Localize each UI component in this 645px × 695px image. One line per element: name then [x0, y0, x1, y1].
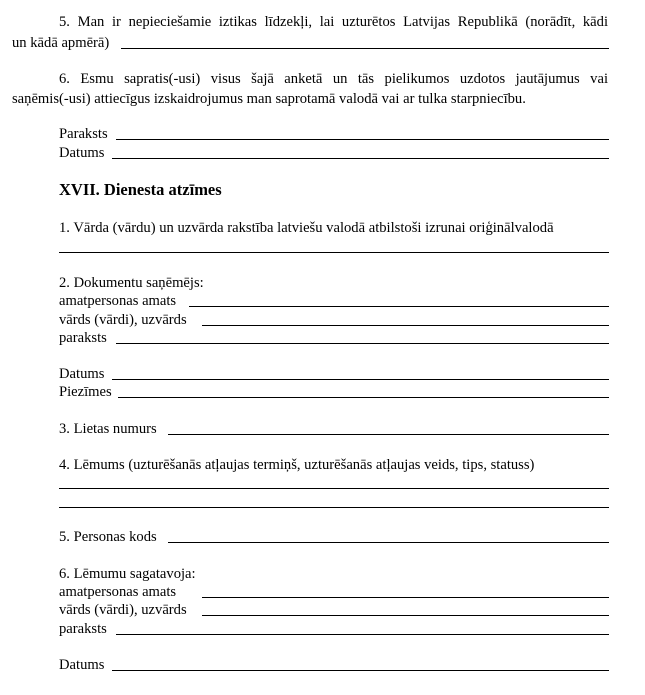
- q6-declaration-line2: saņēmis(-usi) attiecīgus izskaidrojumus man saprotamā valodā vai ar tulka starpniecību.: [12, 91, 526, 107]
- item2-notes-label: Piezīmes: [59, 384, 112, 400]
- item3-label: 3. Lietas numurs: [59, 421, 157, 437]
- item6-position-field[interactable]: [202, 597, 609, 598]
- item2-name-label: vārds (vārdi), uzvārds: [59, 312, 187, 328]
- item2-date-label: Datums: [59, 366, 105, 382]
- item2-position-label: amatpersonas amats: [59, 293, 177, 309]
- applicant-date-label: Datums: [59, 145, 105, 161]
- item3-field[interactable]: [168, 434, 609, 435]
- item6-name-field[interactable]: [202, 615, 609, 616]
- item4-field-line2[interactable]: [59, 507, 609, 508]
- item4-label: 4. Lēmums (uzturēšanās atļaujas termiņš, uzturēšanās atļaujas veids, tips, statuss): [59, 457, 535, 473]
- item6-name-label: vārds (vārdi), uzvārds: [59, 602, 187, 618]
- item6-position-label: amatpersonas amats: [59, 584, 177, 600]
- q6-declaration-line1: 6. Esmu sapratis(-usi) visus šajā anketā un tās pielikumos uzdotos jautājumus vai: [59, 71, 608, 87]
- item1-field[interactable]: [59, 252, 609, 253]
- applicant-signature-field[interactable]: [116, 139, 609, 140]
- item2-position-field[interactable]: [189, 306, 609, 307]
- item2-label: 2. Dokumentu saņēmējs:: [59, 275, 204, 291]
- item6-date-field[interactable]: [112, 670, 609, 671]
- q5-means-line1: 5. Man ir nepieciešamie iztikas līdzekļi, lai uzturētos Latvijas Republikā (norādīt, kādi: [59, 14, 608, 30]
- item6-label: 6. Lēmumu sagatavoja:: [59, 566, 196, 582]
- item6-signature-field[interactable]: [116, 634, 609, 635]
- applicant-signature-label: Paraksts: [59, 126, 108, 142]
- item2-signature-label: paraksts: [59, 330, 107, 346]
- item6-signature-label: paraksts: [59, 621, 107, 637]
- item4-field-line1[interactable]: [59, 488, 609, 489]
- item5-field[interactable]: [168, 542, 609, 543]
- item2-date-field[interactable]: [112, 379, 609, 380]
- item5-label: 5. Personas kods: [59, 529, 157, 545]
- item2-name-field[interactable]: [202, 325, 609, 326]
- item1-label: 1. Vārda (vārdu) un uzvārda rakstība latviešu valodā atbilstoši izrunai oriģinālvalodā: [59, 220, 554, 236]
- q5-means-line2: un kādā apmērā): [12, 35, 110, 51]
- applicant-date-field[interactable]: [112, 158, 609, 159]
- section-title: XVII. Dienesta atzīmes: [59, 180, 222, 199]
- item2-signature-field[interactable]: [116, 343, 609, 344]
- item2-notes-field[interactable]: [118, 397, 609, 398]
- q5-means-field[interactable]: [121, 48, 609, 49]
- item6-date-label: Datums: [59, 657, 105, 673]
